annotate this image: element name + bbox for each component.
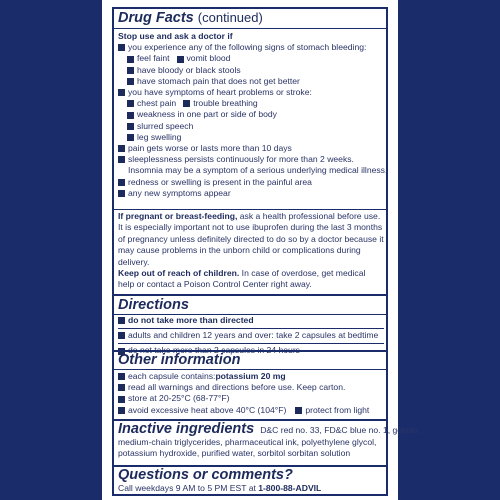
rule	[112, 369, 388, 370]
left-brand-band	[0, 0, 102, 500]
bullet-square-icon	[183, 100, 190, 107]
list-item: you experience any of the following signs of stomach bleeding:	[118, 42, 384, 53]
inactive-line-1: D&C red no. 33, FD&C blue no. 1, gelatin,	[260, 425, 421, 435]
pregnancy-warning: If pregnant or breast-feeding, ask a health professional before use. It is especially important not to use ibuprofen during the last 3 months of pregnancy unless definitely directed to do so by a doctor because it may cause problems in the unborn child or complications during delivery.	[118, 211, 384, 267]
questions-text: Call weekdays 9 AM to 5 PM EST at 1-800-88-ADVIL	[118, 483, 322, 493]
list-item: do not take more than directed	[118, 315, 384, 326]
list-item: you have symptoms of heart problems or stroke:	[118, 87, 384, 98]
bullet-square-icon	[118, 317, 125, 324]
list-item: redness or swelling is present in the painful area	[118, 177, 384, 188]
bullet-square-icon	[127, 78, 134, 85]
bullet-square-icon	[118, 156, 125, 163]
list-item: slurred speech	[118, 121, 384, 132]
bullet-square-icon	[118, 373, 125, 380]
list-item: store at 20-25°C (68-77°F)	[118, 393, 384, 404]
inactive-line-3: potassium hydroxide, purified water, sorbitol sorbitan solution	[118, 448, 351, 459]
inactive-ingredients-heading-row	[118, 421, 421, 437]
list-item: have stomach pain that does not get better	[118, 76, 384, 87]
inactive-ingredients-section	[118, 421, 421, 459]
keep-out-of-reach: Keep out of reach of children. In case of overdose, get medical help or contact a Poison Control Center right away.	[118, 268, 366, 290]
pregnancy-section	[118, 211, 384, 291]
stop-use-heading: Stop use and ask a doctor if	[118, 31, 233, 41]
bullet-square-icon	[127, 123, 134, 130]
questions-section	[118, 467, 384, 494]
list-item: avoid excessive heat above 40°C (104°F) protect from light	[118, 405, 384, 416]
bullet-square-icon	[118, 190, 125, 197]
list-item: have bloody or black stools	[118, 65, 384, 76]
list-item: chest pain trouble breathing	[118, 98, 384, 109]
bullet-square-icon	[118, 396, 125, 403]
list-item: weakness in one part or side of body	[118, 109, 384, 120]
list-item: pain gets worse or lasts more than 10 days	[118, 143, 384, 154]
rule	[112, 28, 388, 29]
insomnia-note: Insomnia may be a symptom of a serious underlying medical illness.	[128, 165, 388, 176]
bullet-square-icon	[127, 112, 134, 119]
bullet-square-icon	[127, 134, 134, 141]
drug-facts-title: Drug Facts	[118, 10, 194, 26]
stop-use-section	[118, 31, 388, 199]
continued-label: (continued)	[197, 10, 263, 25]
directions-section	[118, 297, 384, 313]
list-item: feel faint vomit blood	[118, 53, 384, 64]
other-info-list	[118, 371, 384, 416]
bullet-square-icon	[118, 145, 125, 152]
bullet-square-icon	[118, 44, 125, 51]
inactive-line-2: medium-chain triglycerides, pharmaceutical ink, polyethylene glycol,	[118, 437, 377, 447]
list-item: adults and children 12 years and over: take 2 capsules at bedtime	[118, 328, 384, 341]
drug-facts-heading	[118, 10, 384, 26]
inactive-ingredients-title: Inactive ingredients	[118, 421, 255, 437]
other-info-section	[118, 352, 384, 368]
list-item: sleeplessness persists continuously for more than 2 weeks.	[118, 154, 384, 165]
bullet-square-icon	[118, 332, 125, 339]
bullet-square-icon	[295, 407, 302, 414]
questions-title: Questions or comments?	[118, 467, 293, 483]
bullet-square-icon	[118, 179, 125, 186]
directions-title: Directions	[118, 297, 189, 313]
list-item: each capsule contains: potassium 20 mg	[118, 371, 384, 382]
rule	[112, 209, 388, 210]
bullet-square-icon	[118, 89, 125, 96]
bullet-square-icon	[127, 67, 134, 74]
rule	[112, 294, 388, 296]
bullet-square-icon	[118, 407, 125, 414]
other-info-title: Other information	[118, 352, 241, 368]
bullet-square-icon	[177, 56, 184, 63]
bullet-square-icon	[127, 100, 134, 107]
bullet-square-icon	[118, 384, 125, 391]
list-item: any new symptoms appear	[118, 188, 384, 199]
list-item: read all warnings and directions before use. Keep carton.	[118, 382, 384, 393]
bullet-square-icon	[127, 56, 134, 63]
list-item: leg swelling	[118, 132, 384, 143]
